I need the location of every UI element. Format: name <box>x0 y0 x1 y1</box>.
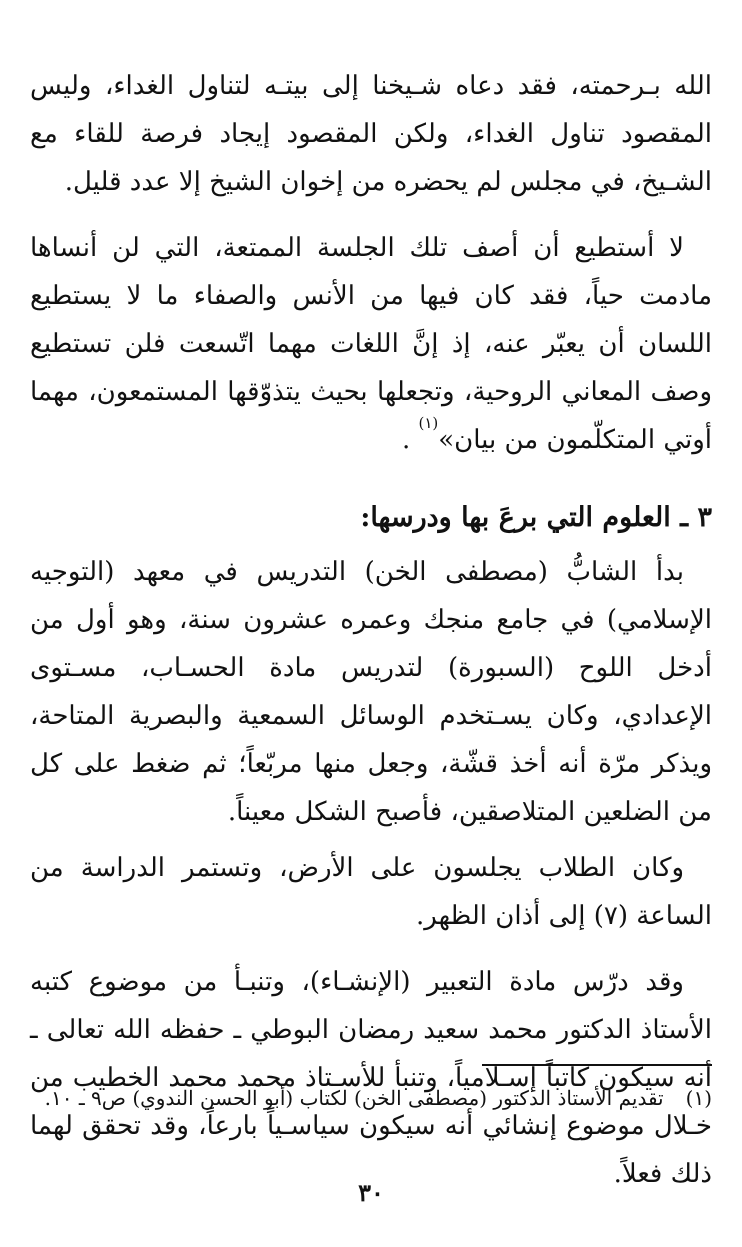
footnote-text: تقديم الأستاذ الدكتور (مصطفى الخن) لكتاب (أبو الحسن الندوي) ص٩ ـ ١٠. <box>44 1086 664 1110</box>
book-page <box>30 62 712 1232</box>
paragraph-2-text: لا أستطيع أن أصف تلك الجلسة الممتعة، التي لن أنساها مادمت حياً، فقد كان فيها من الأنس والصفاء ما لا يستطيع اللسان أن يعبّر عنه، إذ إنَّ اللغات مهما اتّسعت فلن تستطيع وصف المعاني الروحية، وتجعلها بحيث يتذوّقها المستمعون، مهما أوتي المتكلّمون من بيان» <box>30 233 712 455</box>
footnote-reference: (١) <box>418 414 439 432</box>
footnote <box>30 1080 712 1116</box>
paragraph-5: وقد درّس مادة التعبير (الإنشـاء)، وتنبـأ من موضوع كتبه الأستاذ الدكتور محمد سعيد رمضان البوطي ـ حفظه الله تعالى ـ أنه سيكون كاتباً إسـلامياً، وتنبأ للأسـتاذ محمد محمد الخطيب من خـلال موضوع إنشائي أنه سيكون سياسـياً بارعاً، وقد تحقق لهما ذلك فعلاً. <box>30 967 712 1189</box>
paragraph-2 <box>30 224 712 464</box>
paragraph-1: الله بـرحمته، فقد دعاه شـيخنا إلى بيتـه لتناول الغداء، وليس المقصود تناول الغداء، ولكن المقصود إيجاد فرصة للقاء مع الشـيخ، في مجلس لم يحضره من إخوان الشيخ إلا عدد قليل. <box>30 71 712 197</box>
footnote-divider <box>482 1064 712 1066</box>
footnote-number: (١) <box>685 1086 712 1110</box>
paragraph-4: وكان الطلاب يجلسون على الأرض، وتستمر الدراسة من الساعة (٧) إلى أذان الظهر. <box>30 853 712 931</box>
paragraph-3: بدأ الشابُّ (مصطفى الخن) التدريس في معهد (التوجيه الإسلامي) في جامع منجك وعمره عشرون سنة، وهو أول من أدخل اللوح (السبورة) لتدريس مادة الحسـاب، مسـتوى الإعدادي، وكان يسـتخدم الوسائل السمعية والبصرية المتاحة، ويذكر مرّة أنه أخذ قشّة، وجعل منها مربّعاً؛ ثم ضغط على كل من الضلعين المتلاصقين، فأصبح الشكل معيناً. <box>30 557 712 827</box>
page-number: ٣٠ <box>358 1178 384 1207</box>
paragraph-2-end: . <box>401 425 411 455</box>
section-heading: ٣ ـ العلوم التي برعَ بها ودرسها: <box>360 502 712 533</box>
